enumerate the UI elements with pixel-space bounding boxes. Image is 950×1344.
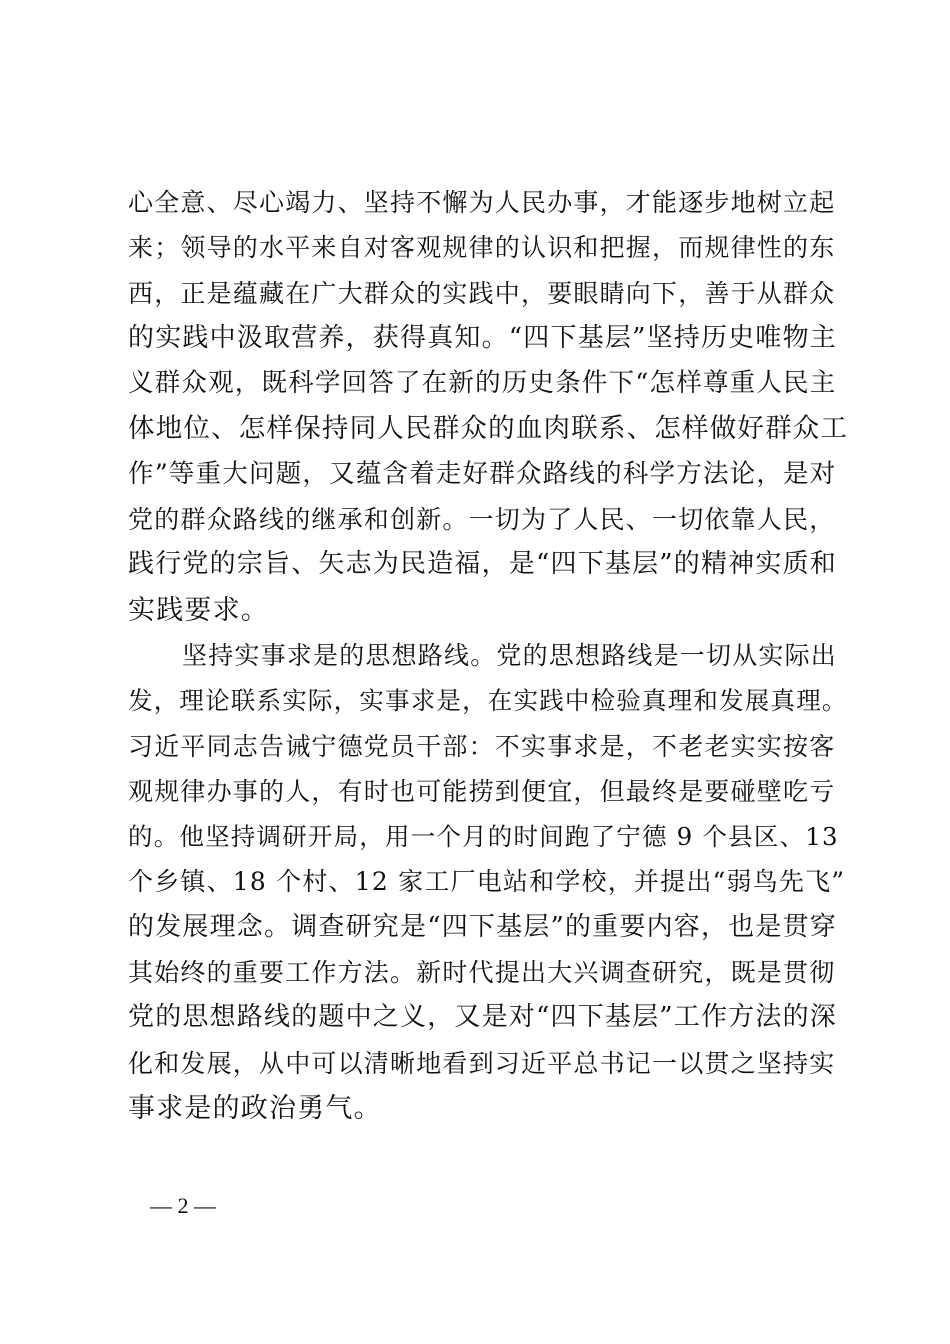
text-line: 义群众观，既科学回答了在新的历史条件下“怎样尊重人民主 <box>128 368 837 399</box>
text-line: 坚持实事求是的思想路线。党的思想路线是一切从实际出 <box>182 640 838 670</box>
text-line: 的实践中汲取营养，获得真知。“四下基层”坚持历史唯物主 <box>128 322 837 353</box>
text-line: 的发展理念。调查研究是“四下基层”的重要内容，也是贯穿 <box>128 911 837 942</box>
text-line: 观规律办事的人，有时也可能捞到便宜，但最终是要碰壁吃亏 <box>128 776 836 806</box>
text-line: 习近平同志告诫宁德党员干部：不实事求是，不老老实实按客 <box>128 731 836 761</box>
text-line: 事求是的政治勇气。 <box>128 1092 382 1124</box>
text-line: 体地位、怎样保持同人民群众的血肉联系、怎样做好群众工 <box>128 413 849 445</box>
text-line: 践行党的宗旨、矢志为民造福，是“四下基层”的精神实质和 <box>128 549 837 580</box>
text-line: 心全意、尽心竭力、坚持不懈为人民办事，才能逐步地树立起 <box>128 188 836 217</box>
text-line: 党的群众路线的继承和创新。一切为了人民、一切依靠人民， <box>128 505 836 535</box>
text-line: 西，正是蕴藏在广大群众的实践中，要眼睛向下，善于从群众 <box>128 278 836 308</box>
page-number: — 2 — <box>150 1193 216 1218</box>
text-line: 化和发展，从中可以清晰地看到习近平总书记一以贯之坚持实 <box>128 1048 836 1078</box>
text-line: 其始终的重要工作方法。新时代提出大兴调查研究，既是贯彻 <box>128 958 836 988</box>
text-line: 发，理论联系实际，实事求是，在实践中检验真理和发展真理。 <box>128 686 848 716</box>
paragraph-1 <box>128 180 848 633</box>
document-body <box>128 180 848 1131</box>
text-line: 实践要求。 <box>128 594 269 626</box>
text-line: 作”等重大问题，又蕴含着走好群众路线的科学方法论，是对 <box>128 458 837 489</box>
text-line: 党的思想路线的题中之义，又是对“四下基层”工作方法的深 <box>128 1002 837 1033</box>
text-line: 来；领导的水平来自对客观规律的认识和把握，而规律性的东 <box>128 233 836 263</box>
text-line: 个乡镇、18 个村、12 家工厂电站和学校，并提出“弱鸟先飞” <box>128 867 846 897</box>
paragraph-2 <box>128 633 848 1131</box>
text-line: 的。他坚持调研开局，用一个月的时间跑了宁德 9 个县区、13 <box>128 822 839 852</box>
